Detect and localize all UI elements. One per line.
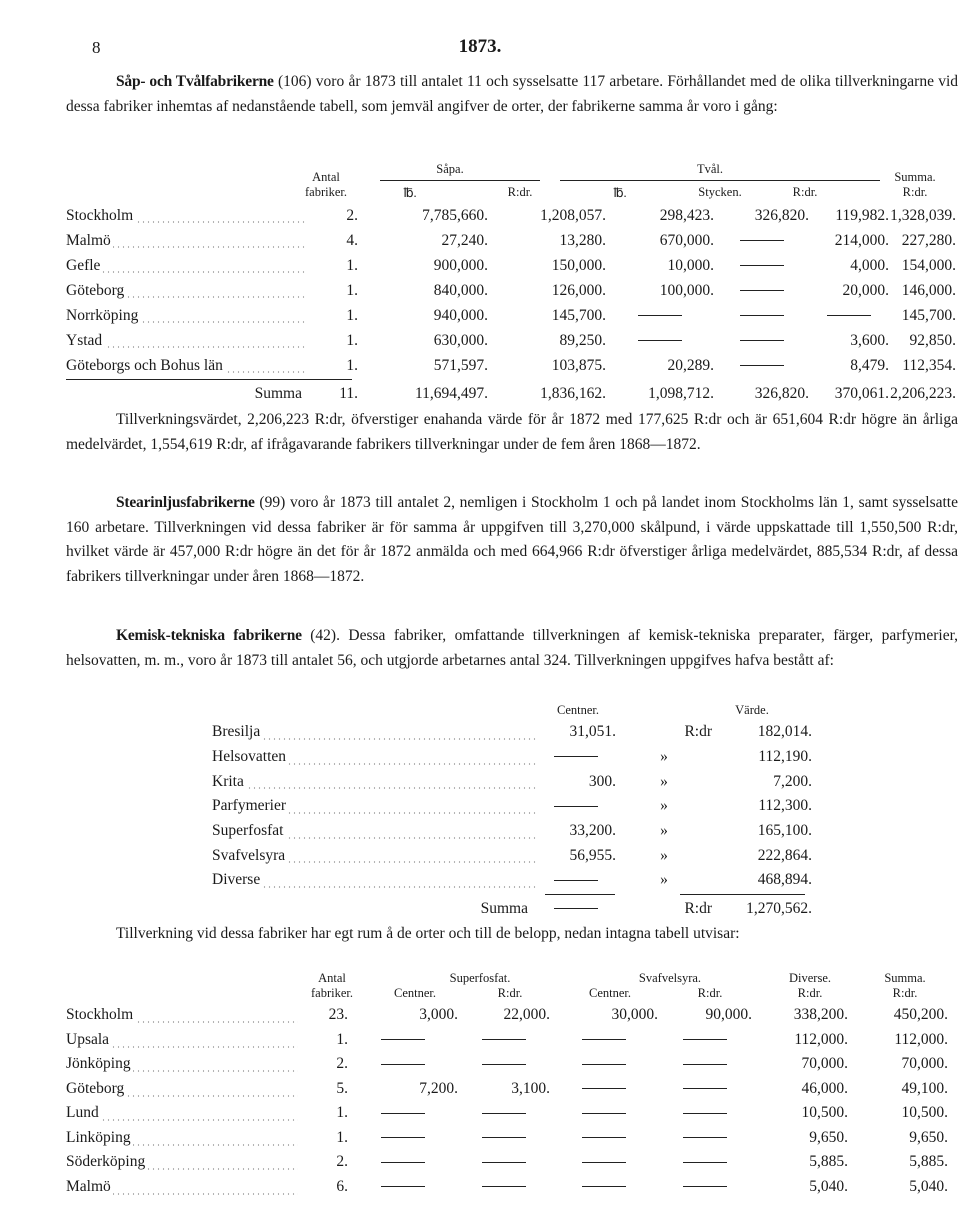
dash-mark [381, 1113, 425, 1115]
soap-total-cell: 11,694,497. [414, 384, 488, 402]
group-tval: Tvål. [696, 162, 724, 176]
place-name-text: Linköping [66, 1128, 131, 1146]
soap-after-text: Tillverkningsvärdet, 2,206,223 R:dr, öfverstiger enahanda värde för år 1872 med 177,625 R:dr och är 651,604 R:dr högre än årliga medelvärdet, 1,554,619 R:dr, af ifrågavarande fabrikers tillverkningar under de fem åren 1868—1872. [66, 411, 958, 453]
table-cell: 5,040. [809, 1177, 848, 1195]
dash-mark [381, 1039, 425, 1041]
table-cell [714, 328, 809, 353]
table-cell: 154,000. [901, 256, 956, 274]
places-table [66, 1003, 948, 1199]
place-name [66, 1101, 298, 1126]
table-cell: 112,000. [794, 1030, 848, 1048]
place-name-text: Göteborgs och Bohus län [66, 356, 223, 374]
table-cell: 126,000. [551, 281, 606, 299]
place-name [66, 1175, 298, 1200]
product-name [212, 720, 536, 745]
table-cell: 145,700. [901, 306, 956, 324]
dash-mark [740, 340, 784, 342]
header-fabriker: fabriker. [305, 185, 347, 199]
table-cell: 5,885. [909, 1153, 948, 1171]
table-cell: 31,051. [569, 723, 616, 741]
place-name [66, 1028, 298, 1053]
table-cell [458, 1175, 550, 1200]
table-cell [458, 1052, 550, 1077]
p-header-rdr2: R:dr. [697, 986, 723, 1000]
dash-mark [740, 290, 784, 292]
kemisk-total-value: 1,270,562. [746, 899, 812, 917]
place-name-text: Jönköping [66, 1055, 131, 1073]
table-cell: 56,955. [569, 846, 616, 864]
table-cell: 103,875. [551, 356, 606, 374]
dash-mark [683, 1064, 727, 1066]
table-cell [458, 1101, 550, 1126]
dash-mark [482, 1137, 526, 1139]
table-cell [658, 1175, 752, 1200]
table-cell [348, 1028, 458, 1053]
table-cell [550, 1175, 658, 1200]
table-cell: 1. [346, 331, 358, 349]
table-cell: 338,200. [793, 1006, 848, 1024]
table-cell [348, 1126, 458, 1151]
table-cell: 165,100. [757, 822, 812, 840]
soap-total-cell: 2,206,223. [890, 384, 956, 402]
dash-mark [582, 1162, 626, 1164]
table-row [66, 203, 956, 228]
dash-mark [582, 1186, 626, 1188]
table-cell: 5,040. [909, 1177, 948, 1195]
dash-mark [740, 265, 784, 267]
table-cell [550, 1052, 658, 1077]
table-cell [714, 303, 809, 328]
product-name-text: Diverse [212, 871, 261, 889]
table-cell: 2. [336, 1055, 348, 1073]
p-header-rdr3: R:dr. [797, 986, 823, 1000]
table-cell: 8,479. [850, 356, 889, 374]
product-name [212, 769, 536, 794]
kemisk-products-table [212, 720, 812, 893]
kemisk-header-varde: Värde. [735, 703, 769, 717]
kemisk-summary-rule-1 [545, 894, 615, 895]
p-header-svafvelsyra: Svafvelsyra. [638, 971, 702, 985]
place-name [66, 303, 306, 328]
product-name-text: Krita [212, 772, 244, 790]
dash-mark [582, 1064, 626, 1066]
dash-mark [582, 1088, 626, 1090]
table-cell [458, 1150, 550, 1175]
table-cell: 227,280. [901, 231, 956, 249]
header-lb2: ℔. [613, 186, 627, 200]
table-cell: 112,190. [758, 748, 812, 766]
table-cell: 222,864. [757, 846, 812, 864]
product-name [212, 745, 536, 770]
brace-sapa [380, 180, 540, 181]
unit-cell: » [660, 797, 668, 815]
table-cell [348, 1150, 458, 1175]
table-cell: 23. [328, 1006, 348, 1024]
table-cell [606, 303, 714, 328]
table-cell [714, 253, 809, 278]
table-cell: 3,100. [511, 1079, 550, 1097]
table-cell: 9,650. [809, 1128, 848, 1146]
p-header-summa: Summa. [884, 971, 926, 985]
table-cell: 10,500. [801, 1104, 848, 1122]
table-cell: 571,597. [433, 356, 488, 374]
table-cell: 46,000. [801, 1079, 848, 1097]
table-cell [714, 278, 809, 303]
table-cell [809, 303, 889, 328]
dash-mark [381, 1186, 425, 1188]
table-cell [550, 1101, 658, 1126]
dash-mark [482, 1113, 526, 1115]
table-row [66, 228, 956, 253]
kemisk-total-label: Summa [480, 899, 528, 917]
kemisk-text: (42). Dessa fabriker, omfattande tillverkningen af kemisk-tekniska preparater, färger, parfymerier, helsovatten, m. m., voro år 1873 till antalet 56, och utgjorde arbetarnes antal 324. Tillverkningen uppgifves hafva bestått af: [66, 627, 959, 669]
table-cell: 2. [336, 1153, 348, 1171]
p-header-antal: Antal [318, 971, 346, 985]
table-cell: 3,600. [850, 331, 889, 349]
table-cell [606, 328, 714, 353]
table-cell [550, 1077, 658, 1102]
table-cell: 13,280. [559, 231, 606, 249]
table-cell: 6. [336, 1177, 348, 1195]
soap-table [66, 203, 956, 378]
place-name-text: Lund [66, 1104, 99, 1122]
dash-mark [381, 1064, 425, 1066]
table-row [66, 253, 956, 278]
table-cell: 1,208,057. [540, 206, 606, 224]
kemisk-total-unit: R:dr [684, 899, 712, 917]
table-cell: 1. [346, 256, 358, 274]
header-summa: Summa. [894, 170, 936, 184]
soap-total-cell: 11. [339, 384, 358, 402]
table-cell [458, 1126, 550, 1151]
p-header-centner2: Centner. [588, 986, 631, 1000]
product-name-text: Helsovatten [212, 748, 287, 766]
dash-mark [827, 315, 871, 317]
place-name-text: Stockholm [66, 1006, 134, 1024]
place-name [66, 353, 306, 378]
table-cell: 326,820. [754, 206, 809, 224]
dash-mark [482, 1039, 526, 1041]
product-name [212, 868, 536, 893]
dash-mark [683, 1113, 727, 1115]
product-name-text: Superfosfat [212, 822, 284, 840]
header-antal: Antal [312, 170, 340, 184]
table-cell: 5. [336, 1079, 348, 1097]
place-name [66, 1126, 298, 1151]
table-row [66, 278, 956, 303]
table-cell: 145,700. [551, 306, 606, 324]
table-cell: 33,200. [569, 822, 616, 840]
kemisk-summary-rule-2 [680, 894, 805, 895]
dash-mark [683, 1088, 727, 1090]
kemisk-total-centner [536, 896, 616, 921]
table-row [66, 1003, 948, 1028]
soap-heading: Såp- och Tvålfabrikerne [116, 73, 274, 90]
table-cell: 112,354. [902, 356, 956, 374]
kemisk-total-row [212, 896, 812, 921]
page-number: 8 [92, 38, 101, 57]
product-name-text: Svafvelsyra [212, 846, 286, 864]
dash-mark [638, 340, 682, 342]
table-cell: 450,200. [893, 1006, 948, 1024]
table-cell [348, 1101, 458, 1126]
place-name [66, 203, 306, 228]
unit-cell: » [660, 822, 668, 840]
table-cell: 670,000. [659, 231, 714, 249]
place-name-text: Norrköping [66, 306, 139, 324]
place-name-text: Göteborg [66, 281, 125, 299]
table-cell [536, 868, 616, 893]
page-year: 1873. [458, 36, 502, 57]
place-name [66, 1003, 298, 1028]
table-cell: 112,300. [758, 797, 812, 815]
dash-mark [582, 1039, 626, 1041]
table-cell: 900,000. [433, 256, 488, 274]
place-name [66, 1150, 298, 1175]
places-intro: Tillverkning vid dessa fabriker har egt rum å de orter och till de belopp, nedan intagna tabell utvisar: [116, 925, 740, 942]
stearin-heading: Stearinljusfabrikerne [116, 494, 255, 511]
header-rdr3: R:dr. [902, 185, 928, 199]
soap-total-cell: 326,820. [754, 384, 809, 402]
place-name [66, 1077, 298, 1102]
table-cell [658, 1052, 752, 1077]
table-row [66, 1126, 948, 1151]
kemisk-paragraph [66, 624, 958, 673]
dash-mark [740, 315, 784, 317]
table-row [66, 1175, 948, 1200]
place-name [66, 1052, 298, 1077]
header-rdr1: R:dr. [507, 185, 533, 199]
table-cell: 10,500. [901, 1104, 948, 1122]
kemisk-header-centner: Centner. [556, 703, 599, 717]
table-cell: 92,850. [909, 331, 956, 349]
table-cell: 298,423. [659, 206, 714, 224]
table-row [66, 1077, 948, 1102]
table-cell: 468,894. [757, 871, 812, 889]
table-cell [714, 353, 809, 378]
table-cell [550, 1028, 658, 1053]
table-cell [658, 1101, 752, 1126]
table-cell [536, 794, 616, 819]
header-lb1: ℔. [403, 186, 417, 200]
brace-tval [560, 180, 880, 181]
table-row [212, 794, 812, 819]
table-cell: 1. [336, 1030, 348, 1048]
table-cell: 4. [346, 231, 358, 249]
table-cell: 1. [336, 1104, 348, 1122]
unit-cell: » [660, 772, 668, 790]
product-name [212, 819, 536, 844]
table-cell [550, 1126, 658, 1151]
soap-intro [66, 70, 958, 119]
table-cell [714, 228, 809, 253]
place-name [66, 228, 306, 253]
header-stycken: Stycken. [698, 185, 742, 199]
p-header-centner1: Centner. [393, 986, 436, 1000]
table-cell: 49,100. [901, 1079, 948, 1097]
unit-cell: » [660, 871, 668, 889]
table-cell: 300. [588, 772, 616, 790]
soap-total-cell: 1,836,162. [540, 384, 606, 402]
dash-mark [582, 1113, 626, 1115]
table-cell: 119,982. [835, 206, 889, 224]
place-name-text: Gefle [66, 256, 101, 274]
soap-total-cell: 1,098,712. [648, 384, 714, 402]
dash-mark [554, 806, 598, 808]
table-cell: 5,885. [809, 1153, 848, 1171]
table-row [66, 303, 956, 328]
dash-mark [381, 1162, 425, 1164]
stearin-paragraph [66, 491, 958, 589]
dash-mark [740, 240, 784, 242]
stearin-text: (99) voro år 1873 till antalet 2, nemligen i Stockholm 1 och på landet inom Stockholms län 1, samt sysselsatte 160 arbetare. Tillverkningen vid dessa fabriker är för samma år uppgifven till 3,270,000 skålpund, i värde uppskattade till 1,550,500 R:dr, hvilket värde är 457,000 R:dr högre än det för år 1872 anmälda och med 664,966 R:dr öfverstiger årliga medelvärdet, 885,534 R:dr, af dessa fabrikers tillverkningar under åren 1868—1872. [66, 494, 958, 585]
product-name [212, 843, 536, 868]
dash-mark [482, 1064, 526, 1066]
table-row [66, 1052, 948, 1077]
place-name-text: Ystad [66, 331, 103, 349]
p-header-superfosfat: Superfosfat. [449, 971, 511, 985]
table-cell: 940,000. [433, 306, 488, 324]
table-cell: 22,000. [503, 1006, 550, 1024]
table-cell [536, 745, 616, 770]
table-cell: 7,785,660. [422, 206, 488, 224]
table-cell: 1. [346, 356, 358, 374]
table-row [66, 1150, 948, 1175]
table-cell: 214,000. [834, 231, 889, 249]
table-cell: 7,200. [419, 1079, 458, 1097]
place-name-text: Söderköping [66, 1153, 146, 1171]
soap-summary-rule [66, 379, 352, 380]
table-cell: 100,000. [659, 281, 714, 299]
soap-total-label: Summa [254, 384, 302, 402]
table-cell: 4,000. [850, 256, 889, 274]
table-cell: 89,250. [559, 331, 606, 349]
product-name [212, 794, 536, 819]
place-name-text: Stockholm [66, 206, 134, 224]
table-cell: 70,000. [801, 1055, 848, 1073]
dash-mark [381, 1137, 425, 1139]
table-cell: 630,000. [433, 331, 488, 349]
table-cell: 2. [346, 206, 358, 224]
table-row [212, 720, 812, 745]
table-cell: 1,328,039. [890, 206, 956, 224]
table-cell: 112,000. [894, 1030, 948, 1048]
soap-total-row [66, 381, 956, 406]
table-cell: 150,000. [551, 256, 606, 274]
table-cell [658, 1126, 752, 1151]
place-name [66, 278, 306, 303]
table-row [66, 328, 956, 353]
dash-mark [554, 880, 598, 882]
table-cell: 1. [336, 1128, 348, 1146]
product-name-text: Parfymerier [212, 797, 287, 815]
table-row [212, 843, 812, 868]
table-cell [550, 1150, 658, 1175]
unit-cell: » [660, 846, 668, 864]
table-cell [658, 1028, 752, 1053]
table-cell: 10,000. [667, 256, 714, 274]
dash-mark [482, 1162, 526, 1164]
table-cell [348, 1175, 458, 1200]
dash-mark [554, 908, 598, 910]
table-row [66, 353, 956, 378]
soap-intro-text: (106) voro år 1873 till antalet 11 och sysselsatte 117 arbetare. Förhållandet med de olika tillverkningarne vid dessa fabriker inhemtas af nedanstående tabell, som jemväl angifver de orter, der fabrikerne samma år voro i gång: [66, 73, 959, 115]
table-cell: 1. [346, 281, 358, 299]
table-cell: 840,000. [433, 281, 488, 299]
table-cell: 27,240. [441, 231, 488, 249]
p-header-rdr4: R:dr. [892, 986, 918, 1000]
dash-mark [683, 1039, 727, 1041]
p-header-rdr1: R:dr. [497, 986, 523, 1000]
product-name-text: Bresilja [212, 723, 261, 741]
table-row [212, 868, 812, 893]
place-name-text: Göteborg [66, 1079, 125, 1097]
table-cell: 1. [346, 306, 358, 324]
table-row [66, 1101, 948, 1126]
table-cell: 90,000. [705, 1006, 752, 1024]
dash-mark [582, 1137, 626, 1139]
table-cell [658, 1077, 752, 1102]
table-row [212, 819, 812, 844]
unit-cell: » [660, 748, 668, 766]
table-row [66, 1028, 948, 1053]
dash-mark [683, 1186, 727, 1188]
dash-mark [740, 365, 784, 367]
soap-total-cell: 370,061. [834, 384, 889, 402]
table-cell: 20,000. [842, 281, 889, 299]
p-header-fabriker: fabriker. [311, 986, 353, 1000]
table-cell: 7,200. [773, 772, 812, 790]
table-row [212, 745, 812, 770]
table-cell: 182,014. [757, 723, 812, 741]
unit-cell: R:dr [684, 723, 712, 741]
table-cell: 9,650. [909, 1128, 948, 1146]
table-cell: 146,000. [901, 281, 956, 299]
table-cell: 3,000. [419, 1006, 458, 1024]
kemisk-heading: Kemisk-tekniska fabrikerne [116, 627, 302, 644]
place-name-text: Upsala [66, 1030, 110, 1048]
place-name [66, 253, 306, 278]
table-cell [658, 1150, 752, 1175]
table-cell [348, 1052, 458, 1077]
dash-mark [638, 315, 682, 317]
table-cell [458, 1028, 550, 1053]
table-cell: 20,289. [667, 356, 714, 374]
p-header-diverse: Diverse. [789, 971, 831, 985]
header-rdr2: R:dr. [792, 185, 818, 199]
table-cell: 70,000. [901, 1055, 948, 1073]
place-name-text: Malmö [66, 231, 111, 249]
place-name-text: Malmö [66, 1177, 111, 1195]
dash-mark [554, 756, 598, 758]
group-sapa: Såpa. [436, 162, 464, 176]
table-cell: 30,000. [611, 1006, 658, 1024]
dash-mark [482, 1186, 526, 1188]
dash-mark [683, 1162, 727, 1164]
dash-mark [683, 1137, 727, 1139]
place-name [66, 328, 306, 353]
table-row [212, 769, 812, 794]
